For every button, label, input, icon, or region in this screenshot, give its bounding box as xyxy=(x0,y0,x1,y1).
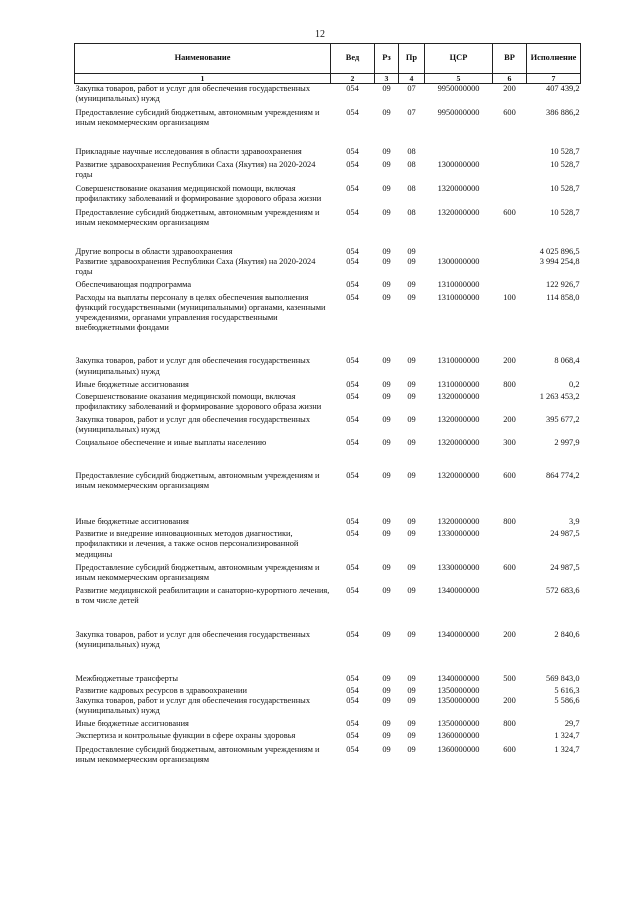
column-number: 7 xyxy=(527,74,581,84)
row-name: Экспертиза и контрольные функции в сфере охраны здоровья xyxy=(75,731,296,741)
row-ved: 054 xyxy=(346,207,359,217)
row-rz: 09 xyxy=(382,293,391,303)
table-row xyxy=(75,208,581,247)
row-name: Совершенствование оказания медицинской помощи, включая профилактику заболеваний и формирование здорового образа жизни xyxy=(75,183,322,203)
row-pr: 07 xyxy=(407,84,416,93)
row-value: 5 616,3 xyxy=(554,686,580,696)
row-rz: 09 xyxy=(382,246,391,256)
header-ved: Вед xyxy=(331,44,375,74)
row-ved: 054 xyxy=(346,517,359,527)
row-pr: 09 xyxy=(407,293,416,303)
page-number: 12 xyxy=(315,29,325,40)
row-ved: 054 xyxy=(346,744,359,754)
row-name: Предоставление субсидий бюджетным, автономным учреждениям и иным некоммерческим организациям xyxy=(75,207,320,227)
row-vr: 600 xyxy=(503,108,516,118)
row-name: Развитие здравоохранения Республики Саха (Якутия) на 2020-2024 годы xyxy=(75,256,316,277)
header-value: Исполнение xyxy=(527,44,581,74)
row-pr: 09 xyxy=(407,585,416,595)
row-csr: 1340000000 xyxy=(437,629,480,639)
row-vr xyxy=(493,731,527,744)
row-value: 29,7 xyxy=(564,719,580,729)
row-value: 122 926,7 xyxy=(546,280,580,290)
row-vr: 600 xyxy=(503,562,516,572)
row-vr: 200 xyxy=(503,629,516,639)
header-pr: Пр xyxy=(399,44,425,74)
row-pr: 09 xyxy=(407,686,416,696)
row-value: 114 858,0 xyxy=(546,293,580,303)
row-name: Предоставление субсидий бюджетным, автономным учреждениям и иным некоммерческим организациям xyxy=(75,471,320,491)
row-pr: 09 xyxy=(407,629,416,639)
row-csr: 1320000000 xyxy=(437,471,480,481)
row-value: 572 683,6 xyxy=(546,585,580,595)
row-value: 2 840,6 xyxy=(554,629,580,639)
row-rz: 09 xyxy=(382,719,391,729)
row-name: Развитие кадровых ресурсов в здравоохранении xyxy=(75,686,247,696)
table-row xyxy=(75,280,581,293)
row-rz: 09 xyxy=(382,280,391,290)
row-ved: 054 xyxy=(346,674,359,684)
row-csr: 9950000000 xyxy=(437,84,480,93)
row-pr: 09 xyxy=(407,379,416,389)
row-csr: 1310000000 xyxy=(437,379,480,389)
row-csr: 1320000000 xyxy=(437,183,480,193)
column-number: 1 xyxy=(75,74,331,84)
row-vr: 200 xyxy=(503,414,516,424)
row-ved: 054 xyxy=(346,356,359,366)
row-name: Развитие медицинской реабилитации и санаторно-курортного лечения, в том числе детей xyxy=(75,585,330,605)
row-vr: 500 xyxy=(503,674,516,684)
row-ved: 054 xyxy=(346,379,359,389)
row-csr: 1300000000 xyxy=(437,256,480,266)
row-ved: 054 xyxy=(346,529,359,539)
row-vr: 800 xyxy=(503,719,516,729)
row-name: Иные бюджетные ассигнования xyxy=(75,719,189,729)
column-number: 4 xyxy=(399,74,425,84)
row-value: 4 025 896,5 xyxy=(539,246,580,256)
row-value: 5 586,6 xyxy=(554,696,580,706)
row-csr: 1340000000 xyxy=(437,674,480,684)
row-ved: 054 xyxy=(346,160,359,170)
row-rz: 09 xyxy=(382,256,391,266)
table-row xyxy=(75,438,581,471)
row-rz: 09 xyxy=(382,391,391,401)
row-csr: 1310000000 xyxy=(437,280,480,290)
table-row xyxy=(75,563,581,586)
row-ved: 054 xyxy=(346,562,359,572)
row-rz: 09 xyxy=(382,517,391,527)
table-row xyxy=(75,517,581,529)
row-value: 395 677,2 xyxy=(546,414,580,424)
row-name: Закупка товаров, работ и услуг для обеспечения государственных (муниципальных) нужд xyxy=(75,414,311,434)
table-row xyxy=(75,257,581,280)
row-ved: 054 xyxy=(346,686,359,696)
row-pr: 09 xyxy=(407,719,416,729)
row-ved: 054 xyxy=(346,246,359,256)
row-vr xyxy=(493,529,527,562)
row-rz: 09 xyxy=(382,108,391,118)
table-row xyxy=(75,356,581,379)
table-row xyxy=(75,147,581,160)
column-number: 2 xyxy=(331,74,375,84)
table-row xyxy=(75,630,581,674)
expenditure-table xyxy=(74,43,581,765)
row-pr: 08 xyxy=(407,160,416,170)
row-value: 10 528,7 xyxy=(550,183,580,193)
table-body xyxy=(75,84,581,765)
row-value: 1 324,7 xyxy=(554,731,580,741)
row-vr: 800 xyxy=(503,517,516,527)
table-row xyxy=(75,471,581,517)
row-vr: 100 xyxy=(503,293,516,303)
row-rz: 09 xyxy=(382,471,391,481)
row-csr: 1320000000 xyxy=(437,438,480,448)
row-ved: 054 xyxy=(346,731,359,741)
table-row xyxy=(75,415,581,438)
row-vr: 200 xyxy=(503,696,516,706)
row-vr xyxy=(493,247,527,257)
row-name: Межбюджетные трансферты xyxy=(75,674,179,684)
row-vr: 200 xyxy=(503,84,516,93)
row-name: Закупка товаров, работ и услуг для обеспечения государственных (муниципальных) нужд xyxy=(75,84,311,104)
row-vr xyxy=(493,586,527,630)
table-row xyxy=(75,293,581,356)
table-row xyxy=(75,84,581,109)
row-pr: 08 xyxy=(407,207,416,217)
row-ved: 054 xyxy=(346,84,359,93)
row-pr: 09 xyxy=(407,414,416,424)
column-number: 3 xyxy=(375,74,399,84)
row-rz: 09 xyxy=(382,562,391,572)
row-value: 0,2 xyxy=(569,379,580,389)
row-name: Расходы на выплаты персоналу в целях обеспечения выполнения функций государственными (муниципальными) органами, казенными учреждениями, органами управления государственными внебюджетными фондами xyxy=(75,293,326,333)
table-row xyxy=(75,719,581,731)
row-pr: 09 xyxy=(407,744,416,754)
row-value: 1 324,7 xyxy=(554,744,580,754)
row-pr: 09 xyxy=(407,280,416,290)
row-csr: 1330000000 xyxy=(437,562,480,572)
row-csr: 1350000000 xyxy=(437,719,480,729)
row-pr: 09 xyxy=(407,438,416,448)
row-csr: 1350000000 xyxy=(437,696,480,706)
row-vr xyxy=(493,257,527,280)
row-csr xyxy=(425,147,493,160)
row-value: 864 774,2 xyxy=(546,471,580,481)
row-rz: 09 xyxy=(382,160,391,170)
row-csr: 1300000000 xyxy=(437,160,480,170)
row-vr: 200 xyxy=(503,356,516,366)
row-csr: 1360000000 xyxy=(437,744,480,754)
row-value: 24 987,5 xyxy=(550,529,580,539)
row-ved: 054 xyxy=(346,696,359,706)
row-rz: 09 xyxy=(382,84,391,93)
column-number: 5 xyxy=(425,74,493,84)
row-ved: 054 xyxy=(346,585,359,595)
row-pr: 09 xyxy=(407,674,416,684)
row-value: 2 997,9 xyxy=(554,438,580,448)
row-value: 8 068,4 xyxy=(554,356,580,366)
table-row xyxy=(75,392,581,415)
row-vr xyxy=(493,280,527,293)
row-vr: 800 xyxy=(503,379,516,389)
table-row xyxy=(75,674,581,686)
row-vr xyxy=(493,147,527,160)
row-value: 3,9 xyxy=(569,517,580,527)
row-rz: 09 xyxy=(382,414,391,424)
row-rz: 09 xyxy=(382,356,391,366)
row-name: Иные бюджетные ассигнования xyxy=(75,379,189,389)
row-value: 386 886,2 xyxy=(546,108,580,118)
row-csr: 1360000000 xyxy=(437,731,480,741)
table-row xyxy=(75,247,581,257)
row-name: Предоставление субсидий бюджетным, автономным учреждениям и иным некоммерческим организациям xyxy=(75,108,320,128)
row-name: Прикладные научные исследования в области здравоохранения xyxy=(75,147,302,157)
table-row xyxy=(75,108,581,147)
row-value: 24 987,5 xyxy=(550,562,580,572)
table-row xyxy=(75,529,581,562)
row-csr: 1350000000 xyxy=(437,686,480,696)
row-ved: 054 xyxy=(346,438,359,448)
table-row xyxy=(75,184,581,208)
row-csr: 1340000000 xyxy=(437,585,480,595)
table-row xyxy=(75,696,581,719)
row-rz: 09 xyxy=(382,529,391,539)
table-row xyxy=(75,380,581,392)
row-name: Социальное обеспечение и иные выплаты населению xyxy=(75,438,267,448)
row-vr xyxy=(493,160,527,183)
row-rz: 09 xyxy=(382,438,391,448)
row-name: Совершенствование оказания медицинской помощи, включая профилактику заболеваний и формирование здорового образа жизни xyxy=(75,391,322,411)
row-rz: 09 xyxy=(382,686,391,696)
row-name: Предоставление субсидий бюджетным, автономным учреждениям и иным некоммерческим организациям xyxy=(75,562,320,582)
row-ved: 054 xyxy=(346,471,359,481)
row-pr: 08 xyxy=(407,147,416,157)
row-ved: 054 xyxy=(346,391,359,401)
column-number-row xyxy=(75,74,581,84)
row-ved: 054 xyxy=(346,293,359,303)
row-ved: 054 xyxy=(346,147,359,157)
row-ved: 054 xyxy=(346,183,359,193)
row-vr: 600 xyxy=(503,471,516,481)
row-pr: 09 xyxy=(407,471,416,481)
row-value: 10 528,7 xyxy=(550,160,580,170)
row-ved: 054 xyxy=(346,108,359,118)
table-header-row xyxy=(75,44,581,74)
row-value: 407 439,2 xyxy=(546,84,580,93)
row-rz: 09 xyxy=(382,585,391,595)
table-row xyxy=(75,731,581,744)
row-vr xyxy=(493,184,527,208)
row-vr xyxy=(493,686,527,696)
row-pr: 09 xyxy=(407,246,416,256)
row-csr xyxy=(425,247,493,257)
row-pr: 09 xyxy=(407,517,416,527)
row-rz: 09 xyxy=(382,744,391,754)
row-csr: 9950000000 xyxy=(437,108,480,118)
row-pr: 09 xyxy=(407,696,416,706)
row-csr: 1320000000 xyxy=(437,391,480,401)
row-vr: 300 xyxy=(503,438,516,448)
row-name: Закупка товаров, работ и услуг для обеспечения государственных (муниципальных) нужд xyxy=(75,629,311,649)
row-pr: 09 xyxy=(407,731,416,741)
row-pr: 09 xyxy=(407,391,416,401)
row-value: 569 843,0 xyxy=(546,674,580,684)
row-vr: 600 xyxy=(503,744,516,754)
row-pr: 08 xyxy=(407,183,416,193)
row-name: Развитие здравоохранения Республики Саха (Якутия) на 2020-2024 годы xyxy=(75,160,316,180)
row-name: Иные бюджетные ассигнования xyxy=(75,517,189,527)
row-rz: 09 xyxy=(382,629,391,639)
row-rz: 09 xyxy=(382,183,391,193)
table-row xyxy=(75,586,581,630)
column-number: 6 xyxy=(493,74,527,84)
row-csr: 1320000000 xyxy=(437,207,480,217)
row-pr: 07 xyxy=(407,108,416,118)
row-pr: 09 xyxy=(407,356,416,366)
header-rz: Рз xyxy=(375,44,399,74)
row-value: 10 528,7 xyxy=(550,207,580,217)
row-vr xyxy=(493,392,527,415)
row-csr: 1320000000 xyxy=(437,414,480,424)
row-name: Закупка товаров, работ и услуг для обеспечения государственных (муниципальных) нужд xyxy=(75,696,311,716)
row-value: 10 528,7 xyxy=(550,147,580,157)
row-rz: 09 xyxy=(382,674,391,684)
table-row xyxy=(75,160,581,183)
row-name: Предоставление субсидий бюджетным, автономным учреждениям и иным некоммерческим организациям xyxy=(75,744,320,764)
row-csr: 1310000000 xyxy=(437,356,480,366)
row-csr: 1330000000 xyxy=(437,529,480,539)
header-csr: ЦСР xyxy=(425,44,493,74)
row-value: 1 263 453,2 xyxy=(539,391,580,401)
row-ved: 054 xyxy=(346,414,359,424)
row-name: Другие вопросы в области здравоохранения xyxy=(75,246,233,256)
row-pr: 09 xyxy=(407,256,416,266)
row-pr: 09 xyxy=(407,529,416,539)
row-rz: 09 xyxy=(382,207,391,217)
row-ved: 054 xyxy=(346,280,359,290)
table-row xyxy=(75,745,581,765)
row-pr: 09 xyxy=(407,562,416,572)
row-name: Развитие и внедрение инновационных методов диагностики, профилактики и лечения, а также основ персонализированной медицины xyxy=(75,529,299,559)
header-name: Наименование xyxy=(75,44,331,74)
row-ved: 054 xyxy=(346,719,359,729)
row-rz: 09 xyxy=(382,696,391,706)
row-vr: 600 xyxy=(503,207,516,217)
header-vr: ВР xyxy=(493,44,527,74)
row-csr: 1320000000 xyxy=(437,517,480,527)
row-rz: 09 xyxy=(382,731,391,741)
row-name: Закупка товаров, работ и услуг для обеспечения государственных (муниципальных) нужд xyxy=(75,356,311,376)
row-name: Обеспечивающая подпрограмма xyxy=(75,280,192,290)
table-row xyxy=(75,686,581,696)
row-ved: 054 xyxy=(346,629,359,639)
row-ved: 054 xyxy=(346,256,359,266)
row-rz: 09 xyxy=(382,379,391,389)
row-csr: 1310000000 xyxy=(437,293,480,303)
row-value: 3 994 254,8 xyxy=(539,256,580,266)
row-rz: 09 xyxy=(382,147,391,157)
